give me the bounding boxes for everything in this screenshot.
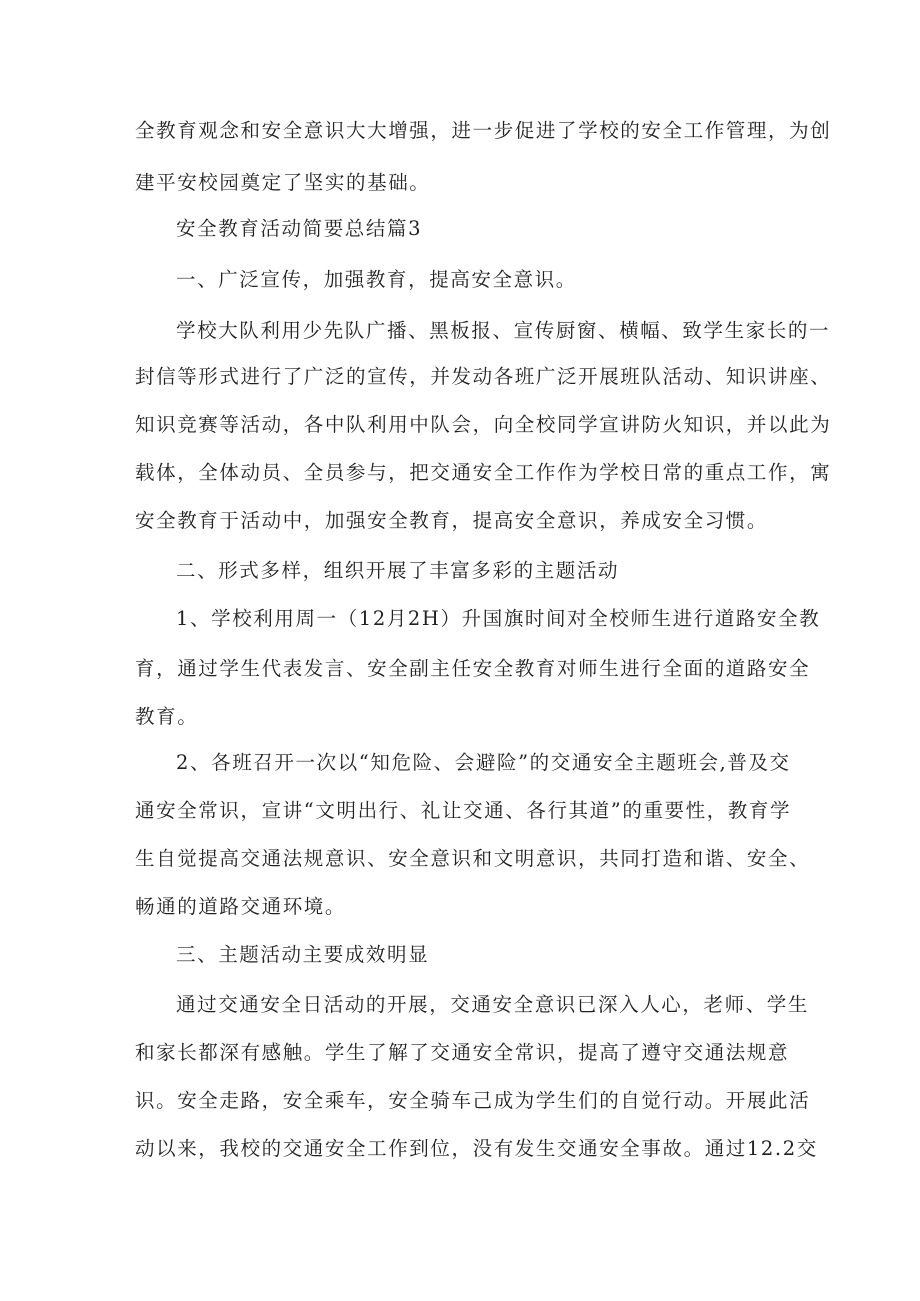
text-line: 教育。 — [135, 705, 199, 728]
section-heading: 二、形式多样，组织开展了丰富多彩的主题活动 — [176, 559, 620, 582]
text-line: 2、各班召开一次以“知危险、会避险”的交通安全主题班会,普及交 — [176, 751, 791, 774]
text-line: 生自觉提高交通法规意识、安全意识和文明意识，共同打造和谐、安全、 — [135, 847, 811, 870]
text-line: 动以来，我校的交通安全工作到位，没有发生交通安全事故。通过12.2交 — [135, 1137, 818, 1160]
text-line: 全教育观念和安全意识大大增强，进一步促进了学校的安全工作管理，为创 — [135, 119, 832, 142]
text-line: 安全教育于活动中，加强安全教育，提高安全意识，养成安全习惯。 — [135, 509, 769, 532]
text-line: 育，通过学生代表发言、安全副主任安全教育对师生进行全面的道路安全 — [135, 657, 811, 680]
section-heading: 一、广泛宣传，加强教育，提高安全意识。 — [176, 268, 577, 291]
text-line: 通过交通安全日活动的开展，交通安全意识已深入人心，老师、学生 — [176, 993, 810, 1016]
text-line: 知识竞赛等活动，各中队利用中队会，向全校同学宣讲防火知识，并以此为 — [135, 413, 832, 436]
text-line: 通安全常识，宣讲“文明出行、礼让交通、各行其道”的重要性，教育学 — [135, 799, 792, 822]
text-line: 畅通的道路交通环境。 — [135, 895, 347, 918]
text-line: 和家长都深有感触。学生了解了交通安全常识，提高了遵守交通法规意 — [135, 1041, 790, 1064]
text-line: 建平安校园奠定了坚实的基础。 — [135, 171, 431, 194]
section-title: 安全教育活动简要总结篇3 — [176, 217, 423, 240]
text-line: 1、学校利用周一（12月2H）升国旗时间对全校师生进行道路安全教 — [176, 607, 821, 630]
text-line: 学校大队利用少先队广播、黑板报、宣传厨窗、横幅、致学生家长的一 — [176, 319, 831, 342]
text-line: 识。安全走路，安全乘车，安全骑车己成为学生们的自觉行动。开展此活 — [135, 1089, 811, 1112]
text-line: 载体，全体动员、全员参与，把交通安全工作作为学校日常的重点工作，寓 — [135, 461, 832, 484]
section-heading: 三、主题活动主要成效明显 — [176, 943, 430, 966]
text-line: 封信等形式进行了广泛的宣传，并发动各班广泛开展班队活动、知识讲座、 — [135, 365, 832, 388]
